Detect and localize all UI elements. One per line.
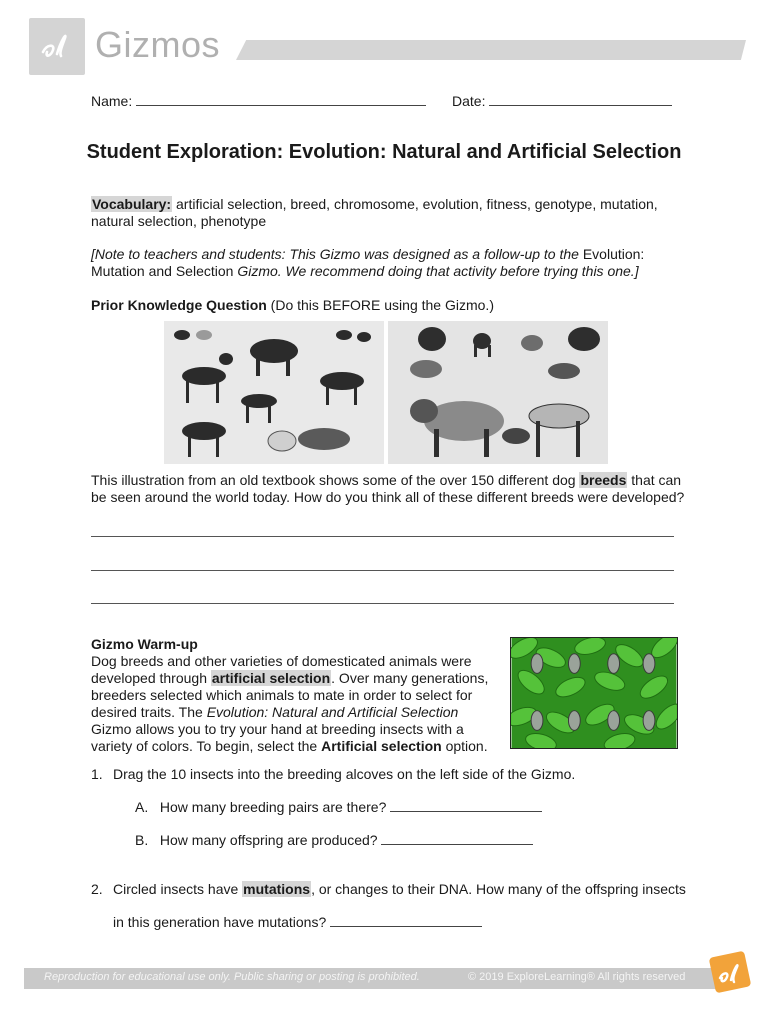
warmup-line: breeders selected which animals to mate in order to select for: [91, 687, 473, 703]
mutations-answer-line[interactable]: [330, 926, 482, 927]
warmup-line: desired traits. The: [91, 704, 207, 720]
name-label: Name:: [91, 93, 133, 109]
question-1: [91, 766, 576, 783]
prior-instruction: (Do this BEFORE using the Gizmo.): [266, 297, 494, 313]
term-mutations: mutations: [243, 881, 311, 897]
prior-knowledge-heading: [91, 297, 494, 314]
offspring-answer-line[interactable]: [381, 844, 533, 845]
question-1b: [135, 832, 533, 849]
warmup-line: variety of colors. To begin, select the: [91, 738, 322, 754]
illustration-question: [91, 472, 691, 506]
note-line1-normal: Evolution:: [582, 246, 645, 262]
brand-name: Gizmos: [95, 24, 221, 65]
artificial-selection-option: Artificial selection: [321, 738, 442, 754]
el-logo: [29, 18, 85, 75]
note-line2-normal: Mutation and Selection: [91, 263, 234, 279]
vocabulary-terms-2: natural selection, phenotype: [91, 213, 267, 229]
insects-on-leaves-image: [510, 637, 678, 749]
question-number: 2.: [91, 881, 103, 897]
warmup-line: Gizmo allows you to try your hand at breeding insects with a: [91, 721, 464, 737]
warmup-line: . Over many generations,: [331, 670, 489, 686]
question-letter: B.: [135, 832, 149, 848]
gizmo-warmup: [91, 636, 501, 755]
date-input-line[interactable]: [489, 105, 672, 106]
answer-line[interactable]: [91, 570, 674, 571]
vocabulary: [91, 196, 691, 230]
note-line2-italic: Gizmo. We recommend doing that activity before trying this one.]: [233, 263, 639, 279]
explorelearning-logo-icon: [708, 950, 752, 994]
breeding-pairs-answer-line[interactable]: [390, 811, 542, 812]
note-line1-italic: [Note to teachers and students: This Gizmo was designed as a follow-up to the: [91, 246, 583, 262]
question-1a: [135, 799, 542, 816]
page-title: Student Exploration: Evolution: Natural and Artificial Selection: [86, 141, 682, 163]
dog-breeds-illustration: [164, 321, 608, 464]
prior-heading: Prior Knowledge Question: [91, 297, 267, 313]
warmup-line: option.: [441, 738, 488, 754]
date-field-row: [452, 93, 672, 110]
question-2-text: , or changes to their DNA. How many of the offspring insects: [311, 881, 686, 897]
footer-copyright: © 2019 ExploreLearning® All rights reserved: [468, 971, 686, 983]
answer-line[interactable]: [91, 603, 674, 604]
footer-disclaimer: Reproduction for educational use only. Public sharing or posting is prohibited.: [44, 971, 420, 983]
illustration-text-1: This illustration from an old textbook shows some of the over 150 different dog: [91, 472, 580, 488]
question-number: 1.: [91, 766, 103, 782]
teacher-note: [91, 246, 691, 280]
answer-line[interactable]: [91, 536, 674, 537]
question-2-text: in this generation have mutations?: [113, 914, 327, 930]
header-stripe: [236, 40, 746, 60]
warmup-line: developed through: [91, 670, 211, 686]
vocabulary-label: Vocabulary:: [92, 196, 172, 212]
warmup-heading: Gizmo Warm-up: [91, 636, 198, 652]
question-2-line2: [113, 914, 482, 931]
date-label: Date:: [452, 93, 486, 109]
term-breeds: breeds: [580, 472, 627, 488]
question-2-text: Circled insects have: [113, 881, 243, 897]
illustration-text-1b: that can: [627, 472, 682, 488]
question-1b-text: How many offspring are produced?: [159, 832, 378, 848]
vocabulary-terms-1: artificial selection, breed, chromosome, evolution, fitness, genotype, mutation,: [172, 196, 658, 212]
illustration-text-2: be seen around the world today. How do you think all of these different breeds were developed?: [91, 489, 685, 505]
gizmo-title: Evolution: Natural and Artificial Selection: [206, 704, 459, 720]
question-1-text: Drag the 10 insects into the breeding alcoves on the left side of the Gizmo.: [113, 766, 576, 782]
question-1a-text: How many breeding pairs are there?: [159, 799, 387, 815]
term-artificial-selection: artificial selection: [211, 670, 331, 686]
question-2: [91, 881, 691, 898]
warmup-line: Dog breeds and other varieties of domesticated animals were: [91, 653, 472, 669]
name-input-line[interactable]: [136, 105, 426, 106]
name-field-row: [91, 93, 426, 110]
el-logo-icon: [37, 26, 77, 66]
question-letter: A.: [135, 799, 149, 815]
